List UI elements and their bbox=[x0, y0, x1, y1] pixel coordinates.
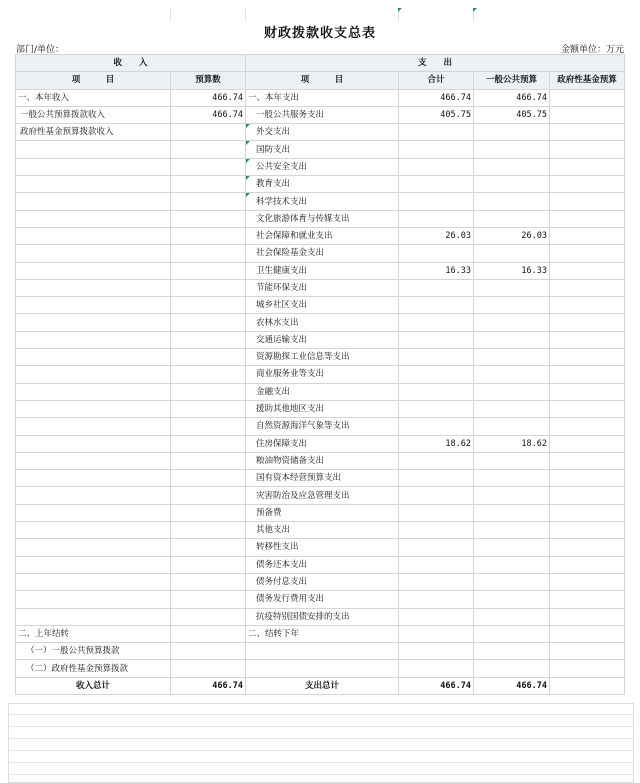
income-budget-cell[interactable] bbox=[171, 591, 246, 608]
expense-item-cell[interactable]: 金融支出 bbox=[246, 383, 399, 400]
fund-budget-cell[interactable] bbox=[550, 297, 625, 314]
general-budget-cell[interactable]: 405.75 bbox=[474, 106, 550, 123]
table-row bbox=[16, 193, 625, 210]
expense-item-cell[interactable] bbox=[246, 660, 399, 677]
general-budget-cell[interactable]: 26.03 bbox=[474, 227, 550, 244]
income-section-header: 收 入 bbox=[16, 55, 246, 72]
income-item-cell[interactable] bbox=[16, 141, 171, 158]
gridline bbox=[9, 738, 633, 739]
income-total-label[interactable]: 收入总计 bbox=[16, 677, 171, 694]
income-item-cell[interactable]: 二、上年结转 bbox=[16, 625, 171, 642]
table-row bbox=[16, 279, 625, 296]
general-budget-cell[interactable] bbox=[474, 573, 550, 590]
general-budget-cell[interactable]: 16.33 bbox=[474, 262, 550, 279]
fund-budget-cell[interactable] bbox=[550, 660, 625, 677]
income-item-cell[interactable] bbox=[16, 522, 171, 539]
general-budget-cell[interactable] bbox=[474, 418, 550, 435]
income-budget-cell[interactable] bbox=[171, 504, 246, 521]
income-item-cell[interactable]: 一般公共预算拨款收入 bbox=[16, 106, 171, 123]
table-row bbox=[16, 124, 625, 141]
expense-total-cell[interactable] bbox=[399, 504, 474, 521]
income-budget-cell[interactable] bbox=[171, 608, 246, 625]
table-row bbox=[16, 539, 625, 556]
expense-item-cell[interactable]: 科学技术支出 bbox=[246, 193, 399, 210]
fund-budget-header: 政府性基金预算 bbox=[550, 72, 625, 89]
expense-total-cell[interactable] bbox=[399, 556, 474, 573]
expense-total-cell[interactable] bbox=[399, 522, 474, 539]
income-item-cell[interactable] bbox=[16, 210, 171, 227]
income-item-cell[interactable] bbox=[16, 279, 171, 296]
fund-budget-cell[interactable] bbox=[550, 89, 625, 106]
fund-budget-cell[interactable] bbox=[550, 262, 625, 279]
income-item-header: 项 目 bbox=[16, 72, 171, 89]
income-item-cell[interactable] bbox=[16, 297, 171, 314]
gridline bbox=[245, 8, 246, 22]
table-row bbox=[16, 383, 625, 400]
table-row bbox=[16, 608, 625, 625]
expense-total-cell[interactable] bbox=[399, 349, 474, 366]
expense-item-cell[interactable]: 自然资源海洋气象等支出 bbox=[246, 418, 399, 435]
income-budget-cell[interactable] bbox=[171, 227, 246, 244]
fund-budget-cell[interactable] bbox=[550, 643, 625, 660]
cell-comment-flag bbox=[473, 8, 477, 12]
fund-budget-cell[interactable] bbox=[550, 210, 625, 227]
general-budget-cell[interactable] bbox=[474, 176, 550, 193]
expense-total-cell[interactable] bbox=[399, 314, 474, 331]
income-item-cell[interactable] bbox=[16, 331, 171, 348]
general-budget-cell[interactable] bbox=[474, 383, 550, 400]
general-budget-cell[interactable]: 466.74 bbox=[474, 89, 550, 106]
expense-total-cell[interactable] bbox=[399, 643, 474, 660]
expense-total-cell[interactable]: 26.03 bbox=[399, 227, 474, 244]
income-item-cell[interactable] bbox=[16, 556, 171, 573]
table-row bbox=[16, 625, 625, 642]
income-item-cell[interactable] bbox=[16, 400, 171, 417]
expense-item-cell[interactable]: 灾害防治及应急管理支出 bbox=[246, 487, 399, 504]
general-budget-cell[interactable] bbox=[474, 314, 550, 331]
expense-total-cell[interactable] bbox=[399, 608, 474, 625]
fund-budget-cell[interactable] bbox=[550, 435, 625, 452]
expense-total-cell[interactable] bbox=[399, 158, 474, 175]
gridline bbox=[170, 8, 171, 22]
table-row bbox=[16, 366, 625, 383]
income-item-cell[interactable] bbox=[16, 504, 171, 521]
income-budget-cell[interactable]: 466.74 bbox=[171, 89, 246, 106]
expense-item-cell[interactable]: 国有资本经营预算支出 bbox=[246, 470, 399, 487]
income-budget-cell[interactable] bbox=[171, 539, 246, 556]
income-item-cell[interactable]: 一、本年收入 bbox=[16, 89, 171, 106]
table-row bbox=[16, 297, 625, 314]
table-row bbox=[16, 660, 625, 677]
income-item-cell[interactable] bbox=[16, 262, 171, 279]
fund-budget-cell[interactable] bbox=[550, 522, 625, 539]
fund-budget-cell[interactable] bbox=[550, 573, 625, 590]
fund-budget-cell[interactable] bbox=[550, 504, 625, 521]
income-budget-cell[interactable] bbox=[171, 643, 246, 660]
expense-total-cell[interactable] bbox=[399, 331, 474, 348]
expense-total-cell[interactable] bbox=[399, 573, 474, 590]
general-budget-cell[interactable] bbox=[474, 522, 550, 539]
income-budget-cell[interactable] bbox=[171, 210, 246, 227]
expense-total-cell[interactable] bbox=[399, 245, 474, 262]
expense-total-cell[interactable] bbox=[399, 297, 474, 314]
income-item-cell[interactable]: （一）一般公共预算拨款 bbox=[16, 643, 171, 660]
expense-item-cell[interactable]: 二、结转下年 bbox=[246, 625, 399, 642]
table-row bbox=[16, 435, 625, 452]
fund-budget-cell[interactable] bbox=[550, 193, 625, 210]
gridline bbox=[9, 762, 633, 763]
expense-item-cell[interactable]: 外交支出 bbox=[246, 124, 399, 141]
income-budget-cell[interactable] bbox=[171, 487, 246, 504]
header-row-columns bbox=[16, 72, 625, 89]
expense-item-cell[interactable]: 援助其他地区支出 bbox=[246, 400, 399, 417]
gridline bbox=[9, 726, 633, 727]
expense-item-cell[interactable]: 转移性支出 bbox=[246, 539, 399, 556]
income-item-cell[interactable] bbox=[16, 366, 171, 383]
general-budget-cell[interactable] bbox=[474, 400, 550, 417]
income-budget-cell[interactable] bbox=[171, 625, 246, 642]
income-item-cell[interactable] bbox=[16, 227, 171, 244]
fund-budget-cell[interactable] bbox=[550, 591, 625, 608]
table-row bbox=[16, 89, 625, 106]
general-budget-cell[interactable] bbox=[474, 349, 550, 366]
income-item-cell[interactable] bbox=[16, 193, 171, 210]
general-budget-cell[interactable] bbox=[474, 591, 550, 608]
table-row bbox=[16, 349, 625, 366]
general-budget-cell[interactable] bbox=[474, 504, 550, 521]
general-budget-cell[interactable] bbox=[474, 487, 550, 504]
income-item-cell[interactable] bbox=[16, 452, 171, 469]
income-budget-header: 预算数 bbox=[171, 72, 246, 89]
unit-label: 金额单位：万元 bbox=[560, 45, 624, 55]
income-budget-cell[interactable] bbox=[171, 331, 246, 348]
expense-item-cell[interactable]: 农林水支出 bbox=[246, 314, 399, 331]
fund-budget-cell[interactable] bbox=[550, 158, 625, 175]
table-row bbox=[16, 487, 625, 504]
income-budget-cell[interactable] bbox=[171, 383, 246, 400]
expense-item-cell[interactable]: 交通运输支出 bbox=[246, 331, 399, 348]
income-item-cell[interactable]: （二）政府性基金预算拨款 bbox=[16, 660, 171, 677]
expense-total-cell[interactable]: 405.75 bbox=[399, 106, 474, 123]
general-budget-cell[interactable] bbox=[474, 452, 550, 469]
general-budget-cell[interactable]: 18.62 bbox=[474, 435, 550, 452]
income-budget-cell[interactable] bbox=[171, 470, 246, 487]
expense-item-cell[interactable] bbox=[246, 643, 399, 660]
table-row bbox=[16, 452, 625, 469]
general-budget-cell[interactable] bbox=[474, 158, 550, 175]
income-budget-cell[interactable] bbox=[171, 452, 246, 469]
expense-item-header: 项 目 bbox=[246, 72, 399, 89]
expense-total-cell[interactable] bbox=[399, 470, 474, 487]
income-budget-cell[interactable] bbox=[171, 193, 246, 210]
expense-total-cell[interactable]: 466.74 bbox=[399, 89, 474, 106]
table-row bbox=[16, 556, 625, 573]
fund-budget-cell[interactable] bbox=[550, 366, 625, 383]
column-gridlines bbox=[0, 8, 640, 22]
fund-budget-cell[interactable] bbox=[550, 487, 625, 504]
table-row bbox=[16, 643, 625, 660]
general-budget-cell[interactable] bbox=[474, 124, 550, 141]
income-item-cell[interactable] bbox=[16, 158, 171, 175]
income-budget-cell[interactable] bbox=[171, 435, 246, 452]
fund-budget-cell[interactable] bbox=[550, 556, 625, 573]
gridline bbox=[9, 714, 633, 715]
expense-item-cell[interactable]: 社会保障和就业支出 bbox=[246, 227, 399, 244]
fund-budget-cell[interactable] bbox=[550, 227, 625, 244]
expense-item-cell[interactable]: 粮油物资储备支出 bbox=[246, 452, 399, 469]
income-item-cell[interactable]: 政府性基金预算拨款收入 bbox=[16, 124, 171, 141]
expense-total-cell[interactable] bbox=[399, 383, 474, 400]
expense-total-cell[interactable] bbox=[399, 487, 474, 504]
fund-total-value[interactable] bbox=[550, 677, 625, 694]
general-budget-cell[interactable] bbox=[474, 625, 550, 642]
table-row bbox=[16, 470, 625, 487]
fund-budget-cell[interactable] bbox=[550, 245, 625, 262]
expense-item-cell[interactable]: 文化旅游体育与传媒支出 bbox=[246, 210, 399, 227]
expense-item-cell[interactable]: 国防支出 bbox=[246, 141, 399, 158]
table-row bbox=[16, 141, 625, 158]
income-item-cell[interactable] bbox=[16, 349, 171, 366]
expense-item-cell[interactable]: 城乡社区支出 bbox=[246, 297, 399, 314]
general-budget-cell[interactable] bbox=[474, 539, 550, 556]
fund-budget-cell[interactable] bbox=[550, 141, 625, 158]
general-budget-cell[interactable] bbox=[474, 366, 550, 383]
general-budget-cell[interactable] bbox=[474, 193, 550, 210]
totals-row bbox=[16, 677, 625, 694]
fund-budget-cell[interactable] bbox=[550, 452, 625, 469]
table-row bbox=[16, 176, 625, 193]
fund-budget-cell[interactable] bbox=[550, 383, 625, 400]
income-item-cell[interactable] bbox=[16, 245, 171, 262]
table-row bbox=[16, 400, 625, 417]
table-row bbox=[16, 210, 625, 227]
fund-budget-cell[interactable] bbox=[550, 470, 625, 487]
table-row bbox=[16, 106, 625, 123]
expense-item-cell[interactable]: 商业服务业等支出 bbox=[246, 366, 399, 383]
fund-budget-cell[interactable] bbox=[550, 418, 625, 435]
fund-budget-cell[interactable] bbox=[550, 124, 625, 141]
budget-summary-table bbox=[15, 54, 625, 695]
income-item-cell[interactable] bbox=[16, 487, 171, 504]
table-row bbox=[16, 314, 625, 331]
income-budget-cell[interactable] bbox=[171, 124, 246, 141]
income-budget-cell[interactable] bbox=[171, 141, 246, 158]
income-budget-cell[interactable] bbox=[171, 573, 246, 590]
cell-comment-flag bbox=[398, 8, 402, 12]
income-budget-cell[interactable] bbox=[171, 176, 246, 193]
income-item-cell[interactable] bbox=[16, 573, 171, 590]
expense-total-cell[interactable] bbox=[399, 625, 474, 642]
income-item-cell[interactable] bbox=[16, 591, 171, 608]
income-budget-cell[interactable] bbox=[171, 522, 246, 539]
income-item-cell[interactable] bbox=[16, 608, 171, 625]
expense-total-cell[interactable] bbox=[399, 193, 474, 210]
table-row bbox=[16, 331, 625, 348]
expense-item-cell[interactable]: 一、本年支出 bbox=[246, 89, 399, 106]
expense-total-cell[interactable] bbox=[399, 176, 474, 193]
fund-budget-cell[interactable] bbox=[550, 314, 625, 331]
gridline bbox=[9, 750, 633, 751]
expense-item-cell[interactable]: 住房保障支出 bbox=[246, 435, 399, 452]
fund-budget-cell[interactable] bbox=[550, 176, 625, 193]
income-item-cell[interactable] bbox=[16, 176, 171, 193]
income-budget-cell[interactable] bbox=[171, 245, 246, 262]
expense-total-cell[interactable] bbox=[399, 591, 474, 608]
expense-total-cell[interactable] bbox=[399, 452, 474, 469]
fund-budget-cell[interactable] bbox=[550, 349, 625, 366]
table-row bbox=[16, 573, 625, 590]
income-budget-cell[interactable] bbox=[171, 158, 246, 175]
general-budget-cell[interactable] bbox=[474, 141, 550, 158]
general-budget-cell[interactable] bbox=[474, 331, 550, 348]
expense-total-cell[interactable] bbox=[399, 141, 474, 158]
expense-item-cell[interactable]: 一般公共服务支出 bbox=[246, 106, 399, 123]
table-row bbox=[16, 418, 625, 435]
table-row bbox=[16, 158, 625, 175]
income-item-cell[interactable] bbox=[16, 435, 171, 452]
expense-item-cell[interactable]: 抗疫特别国债安排的支出 bbox=[246, 608, 399, 625]
income-budget-cell[interactable] bbox=[171, 418, 246, 435]
income-budget-cell[interactable] bbox=[171, 400, 246, 417]
report-title: 财政拨款收支总表 bbox=[263, 26, 376, 41]
expense-total-cell[interactable] bbox=[399, 210, 474, 227]
expense-total-value[interactable]: 466.74 bbox=[399, 677, 474, 694]
gridline bbox=[9, 774, 633, 775]
expense-item-cell[interactable]: 公共安全支出 bbox=[246, 158, 399, 175]
income-budget-cell[interactable] bbox=[171, 556, 246, 573]
fund-budget-cell[interactable] bbox=[550, 608, 625, 625]
fund-budget-cell[interactable] bbox=[550, 625, 625, 642]
fund-budget-cell[interactable] bbox=[550, 400, 625, 417]
table-row bbox=[16, 591, 625, 608]
fund-budget-cell[interactable] bbox=[550, 331, 625, 348]
department-label: 部门/单位： bbox=[16, 45, 65, 55]
general-budget-cell[interactable] bbox=[474, 279, 550, 296]
expense-item-cell[interactable]: 债务发行费用支出 bbox=[246, 591, 399, 608]
table-row bbox=[16, 227, 625, 244]
table-row bbox=[16, 245, 625, 262]
general-budget-cell[interactable] bbox=[474, 245, 550, 262]
general-budget-header: 一般公共预算 bbox=[474, 72, 550, 89]
income-budget-cell[interactable] bbox=[171, 297, 246, 314]
expense-total-cell[interactable] bbox=[399, 539, 474, 556]
expense-item-cell[interactable]: 预备费 bbox=[246, 504, 399, 521]
header-row-sections bbox=[16, 55, 625, 72]
income-budget-cell[interactable] bbox=[171, 314, 246, 331]
income-budget-cell[interactable] bbox=[171, 660, 246, 677]
general-budget-cell[interactable] bbox=[474, 210, 550, 227]
general-budget-cell[interactable] bbox=[474, 660, 550, 677]
expense-item-cell[interactable]: 教育支出 bbox=[246, 176, 399, 193]
income-item-cell[interactable] bbox=[16, 383, 171, 400]
expense-total-cell[interactable] bbox=[399, 124, 474, 141]
expense-item-cell[interactable]: 社会保险基金支出 bbox=[246, 245, 399, 262]
income-item-cell[interactable] bbox=[16, 314, 171, 331]
expense-item-cell[interactable]: 资源勘探工业信息等支出 bbox=[246, 349, 399, 366]
general-total-value[interactable]: 466.74 bbox=[474, 677, 550, 694]
expense-item-cell[interactable]: 卫生健康支出 bbox=[246, 262, 399, 279]
fund-budget-cell[interactable] bbox=[550, 279, 625, 296]
expense-item-cell[interactable]: 其他支出 bbox=[246, 522, 399, 539]
general-budget-cell[interactable] bbox=[474, 608, 550, 625]
fund-budget-cell[interactable] bbox=[550, 539, 625, 556]
income-budget-cell[interactable] bbox=[171, 279, 246, 296]
general-budget-cell[interactable] bbox=[474, 556, 550, 573]
income-budget-cell[interactable]: 466.74 bbox=[171, 106, 246, 123]
table-row bbox=[16, 522, 625, 539]
expense-section-header: 支 出 bbox=[246, 55, 625, 72]
empty-lower-area bbox=[8, 703, 634, 783]
expense-total-cell[interactable] bbox=[399, 366, 474, 383]
expense-item-cell[interactable]: 债务付息支出 bbox=[246, 573, 399, 590]
expense-item-cell[interactable]: 债务还本支出 bbox=[246, 556, 399, 573]
expense-total-cell[interactable] bbox=[399, 279, 474, 296]
expense-total-cell[interactable] bbox=[399, 418, 474, 435]
income-item-cell[interactable] bbox=[16, 418, 171, 435]
income-budget-cell[interactable] bbox=[171, 262, 246, 279]
general-budget-cell[interactable] bbox=[474, 297, 550, 314]
income-budget-cell[interactable] bbox=[171, 349, 246, 366]
expense-total-label[interactable]: 支出总计 bbox=[246, 677, 399, 694]
expense-total-cell[interactable] bbox=[399, 660, 474, 677]
income-budget-cell[interactable] bbox=[171, 366, 246, 383]
fund-budget-cell[interactable] bbox=[550, 106, 625, 123]
expense-item-cell[interactable]: 节能环保支出 bbox=[246, 279, 399, 296]
expense-total-cell[interactable]: 16.33 bbox=[399, 262, 474, 279]
general-budget-cell[interactable] bbox=[474, 470, 550, 487]
table-row bbox=[16, 262, 625, 279]
expense-total-cell[interactable]: 18.62 bbox=[399, 435, 474, 452]
general-budget-cell[interactable] bbox=[474, 643, 550, 660]
expense-total-header: 合计 bbox=[399, 72, 474, 89]
table-row bbox=[16, 504, 625, 521]
income-item-cell[interactable] bbox=[16, 539, 171, 556]
income-total-value[interactable]: 466.74 bbox=[171, 677, 246, 694]
income-item-cell[interactable] bbox=[16, 470, 171, 487]
expense-total-cell[interactable] bbox=[399, 400, 474, 417]
